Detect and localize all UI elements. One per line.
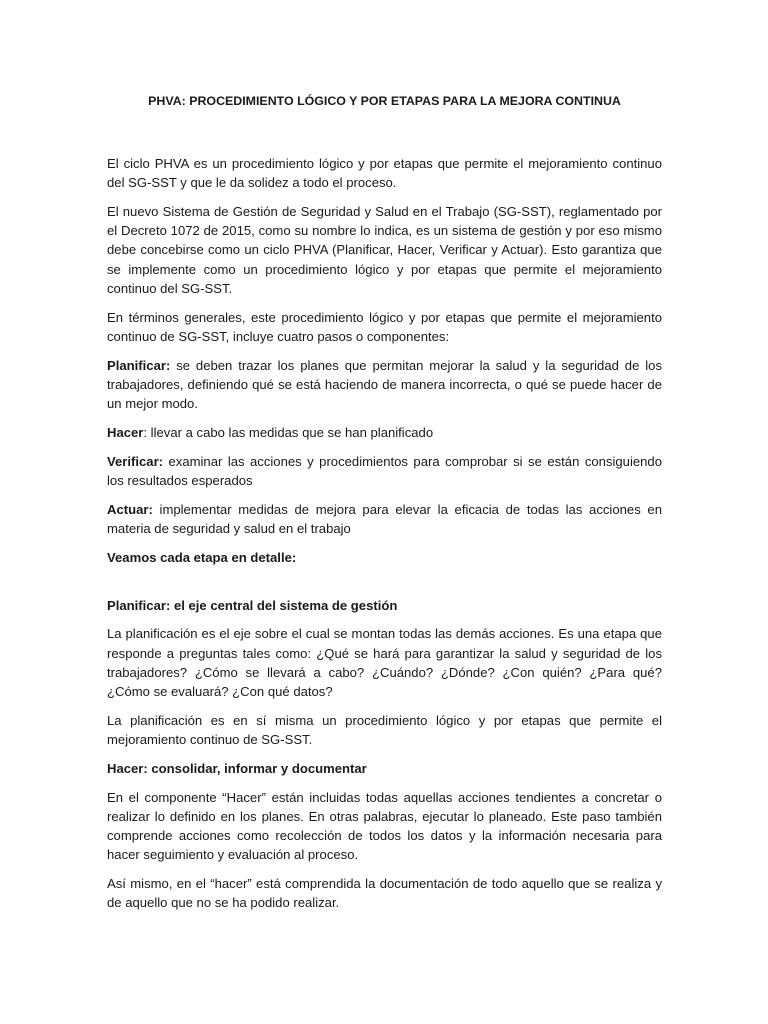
step-description: examinar las acciones y procedimientos para comprobar si se están consiguiendo los resultados esperados [107, 453, 662, 488]
step-term: Hacer [107, 424, 144, 440]
section-heading-planificar: Planificar: el eje central del sistema de gestión [107, 597, 398, 613]
step-description: se deben trazar los planes que permitan mejorar la salud y la seguridad de los trabajadores, definiendo qué se está haciendo de manera incorrecta, o qué se puede hacer de un mejor modo. [107, 357, 662, 412]
section-paragraph: La planificación es el eje sobre el cual se montan todas las demás acciones. Es una etapa que responde a preguntas tales como: ¿Qué se hará para garantizar la salud y seguridad de los trabajadores? ¿Cómo se llevará a cabo? ¿Cuándo? ¿Dónde? ¿Con quién? ¿Para qué? ¿Cómo se evaluará? ¿Con qué datos? [107, 626, 662, 700]
intro-paragraph: El ciclo PHVA es un procedimiento lógico y por etapas que permite el mejoramiento continuo del SG-SST y que le da solidez a todo el proceso. [107, 156, 662, 191]
step-term: Verificar: [107, 453, 164, 469]
step-term: Actuar: [107, 501, 153, 517]
step-description: : llevar a cabo las medidas que se han planificado [143, 424, 434, 440]
step-verificar [107, 452, 662, 490]
document-title: PHVA: PROCEDIMIENTO LÓGICO Y POR ETAPAS PARA LA MEJORA CONTINUA [148, 94, 621, 108]
intro-paragraph: En términos generales, este procedimiento lógico y por etapas que permite el mejoramiento continuo de SG-SST, incluye cuatro pasos o componentes: [107, 309, 662, 344]
detail-heading: Veamos cada etapa en detalle: [107, 549, 297, 565]
document-body [107, 92, 662, 922]
section-paragraph: Así mismo, en el “hacer” está comprendida la documentación de todo aquello que se realiza y de aquello que no se ha podido realizar. [107, 876, 662, 911]
section-heading-hacer: Hacer: consolidar, informar y documentar [107, 760, 367, 776]
step-actuar [107, 500, 662, 538]
section-paragraph: En el componente “Hacer” están incluidas todas aquellas acciones tendientes a concretar o realizar lo definido en los planes. En otras palabras, ejecutar lo planeado. Este paso también comprende acciones como recolección de todos los datos y la información necesaria para hacer seguimiento y evaluación al proceso. [107, 789, 662, 863]
section-paragraph: La planificación es en sí misma un procedimiento lógico y por etapas que permite el mejoramiento continuo de SG-SST. [107, 712, 662, 748]
step-description: implementar medidas de mejora para elevar la eficacia de todas las acciones en materia de seguridad y salud en el trabajo [107, 501, 662, 536]
step-term: Planificar: [107, 357, 171, 373]
intro-paragraph: El nuevo Sistema de Gestión de Seguridad y Salud en el Trabajo (SG-SST), reglamentado por el Decreto 1072 de 2015, como su nombre lo indica, es un sistema de gestión y por eso mismo debe concebirse como un ciclo PHVA (Planificar, Hacer, Verificar y Actuar). Esto garantiza que se implemente como un procedimiento lógico y por etapas que permite el mejoramiento continuo del SG-SST. [107, 204, 662, 296]
step-planificar [107, 356, 662, 414]
step-hacer [107, 423, 662, 442]
